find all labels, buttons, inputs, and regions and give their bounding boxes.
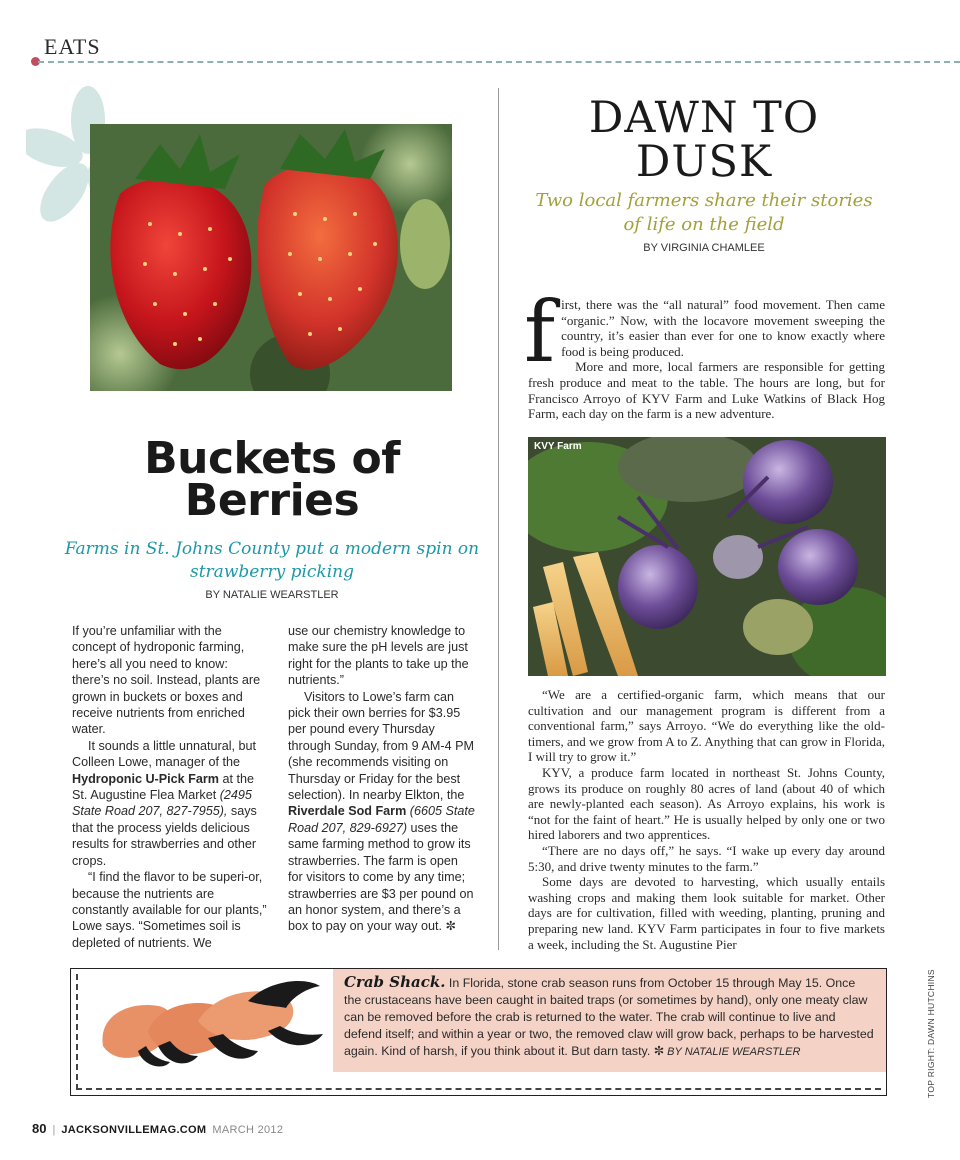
footer-issue: MARCH 2012 xyxy=(212,1124,284,1136)
crab-byline: BY NATALIE WEARSTLER xyxy=(664,1046,801,1058)
farm-name-hydroponic: Hydroponic U-Pick Farm xyxy=(72,771,219,786)
left-col-a-para2: It sounds a little unnatural, but Colleen Lowe, manager of the Hydroponic U-Pick Farm at the St. Augustine Flea Market (2495 State Road 207, 827-7955), says that the process yields delicious results for strawberries and other crops. xyxy=(72,738,257,868)
right-body-para3: “There are no days off,” he says. “I wake up every day around 5:30, and drive twenty minutes to the farm.” xyxy=(528,842,885,874)
column-divider xyxy=(498,88,499,950)
crab-text xyxy=(344,974,874,1061)
left-headline-line2: Berries xyxy=(184,475,360,526)
footer-site: JACKSONVILLEMAG.COM xyxy=(61,1124,207,1136)
vegetables-photo xyxy=(528,437,886,676)
right-intro-para1: irst, there was the “all natural” food movement. Then came “organic.” Now, with the locavore movement sweeping the country, it’s easier than ever for one to know exactly where food is being produced. xyxy=(561,297,885,359)
crab-shack-box xyxy=(70,968,887,1096)
farm-address-hydroponic: (2495 State Road 207, 827-7955), xyxy=(72,788,252,819)
crab-body: In Florida, stone crab season runs from October 15 through May 15. Once the crustaceans have been caught in baited traps (or sometimes by hand), only one meaty claw can be removed before the crab is returned to the water. The crab will continue to live and defend itself; and within a year or two, the removed claw will grow back, perhaps to be harvested again. Kind of harsh, if you think about it. But darn tasty. xyxy=(344,976,874,1058)
left-byline: BY NATALIE WEARSTLER xyxy=(205,589,339,601)
drop-cap: f xyxy=(524,283,556,381)
crab-title: Crab Shack. xyxy=(344,973,446,991)
left-headline xyxy=(60,433,484,526)
right-headline-line2: DUSK xyxy=(635,137,773,187)
right-intro-para2: More and more, local farmers are responsible for getting fresh produce and meat to the table. The hours are long, but for Francisco Arroyo of KYV Farm and Luke Watkins of Black Hog Farm, each day on the farm is a new adventure. xyxy=(528,359,885,422)
page-number: 80 xyxy=(32,1121,47,1136)
crab-end-mark-icon: ✼ xyxy=(653,1044,665,1058)
right-intro xyxy=(524,283,885,422)
right-dek-line2: of life on the field xyxy=(623,214,785,235)
right-dek-line1: Two local farmers share their stories xyxy=(535,190,873,211)
right-body-para1: “We are a certified-organic farm, which means that our cultivation and our management program is different from a conventional farm,” says Arroyo. “We do everything like the old-timers, and we grow from A to Z. Anything that can grow in Florida, I will try to grow it.” xyxy=(528,687,885,765)
photo-label: KVY Farm xyxy=(534,441,582,452)
right-body-para4: Some days are devoted to harvesting, which usually entails washing crops and making them look suitable for market. Other days are for cultivation, filled with weeding, planting, pruning and preparing new land. KYV Farm participates in four to five markets a week, including the St. Augustine Pier xyxy=(528,874,885,952)
left-column-a xyxy=(72,623,268,951)
footer-separator: | xyxy=(52,1124,56,1136)
left-dek-line2: strawberry picking xyxy=(190,562,354,582)
left-column-b xyxy=(288,623,476,935)
page-footer xyxy=(32,1121,283,1136)
right-dek xyxy=(520,189,888,237)
left-col-b-para1: use our chemistry knowledge to make sure the pH levels are just right for the plants to take up the nutrients.” xyxy=(288,624,469,688)
right-headline-line1: DAWN TO xyxy=(588,93,820,143)
strawberries-photo xyxy=(90,124,452,391)
left-col-b-para2: Visitors to Lowe’s farm can pick their own berries for $3.95 per pound every Thursday through Sunday, from 9 AM-4 PM (she recommends visiting on Thursday or Friday for the best selection). In nearby Elkton, the Riverdale Sod Farm (6605 State Road 207, 829-6927) uses the same farming method to grow its strawberries. The farm is open for visitors to come by any time; strawberries are $3 per pound on an honor system, and there’s a box to pay on your way out. ✼ xyxy=(288,689,475,934)
end-mark-icon: ✼ xyxy=(445,919,457,934)
right-body xyxy=(528,687,885,952)
photo-credit: TOP RIGHT: DAWN HUTCHINS xyxy=(926,969,936,1098)
right-body-para2: KYV, a produce farm located in northeast St. Johns County, grows its produce on roughly 80 acres of land (about 40 of which are newly-planted each season). As Arroyo explains, his work is “not for the faint of heart.” He is usually helped by only one or two hired laborers and two apprentices. xyxy=(528,764,885,843)
left-col-a-para1: If you’re unfamiliar with the concept of hydroponic farming, here’s all you need to know: there’s no soil. Instead, plants are grown in buckets or boxes and receive nutrients from enriched water. xyxy=(72,624,261,737)
left-dek-line1: Farms in St. Johns County put a modern spin on xyxy=(64,539,480,559)
section-label: EATS xyxy=(44,34,101,59)
left-dek xyxy=(60,538,484,584)
left-headline-line1: Buckets of xyxy=(144,433,400,484)
crab-claws-photo xyxy=(98,976,328,1076)
farm-address-riverdale: (6605 State Road 207, 829-6927) xyxy=(288,804,475,835)
left-col-a-para3: “I find the flavor to be superi-or, because the nutrients are constantly available for our plants,” Lowe says. “Sometimes soil is depleted of nutrients. We xyxy=(72,870,267,950)
header-rule xyxy=(38,61,960,63)
farm-name-riverdale: Riverdale Sod Farm xyxy=(288,804,407,819)
right-byline: BY VIRGINIA CHAMLEE xyxy=(643,242,765,254)
right-headline xyxy=(520,93,888,187)
